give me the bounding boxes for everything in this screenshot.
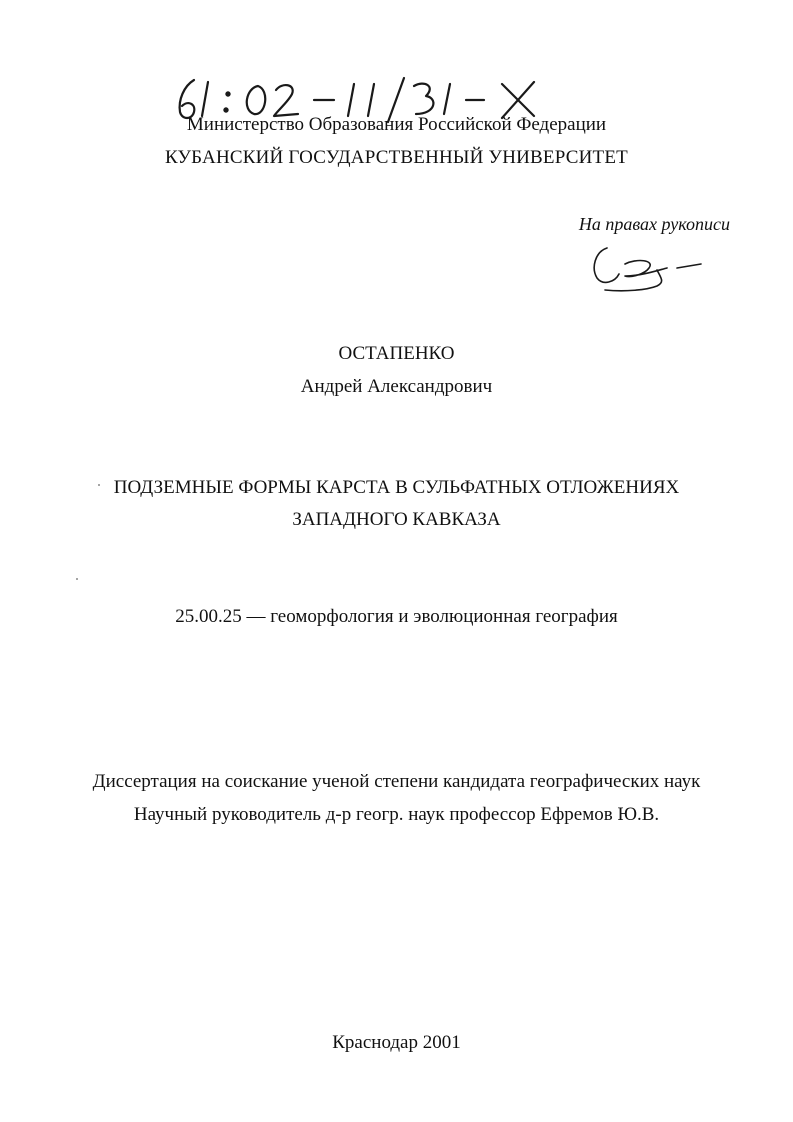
ministry-line: Министерство Образования Российской Федерации	[186, 114, 607, 135]
title-line-1: ПОДЗЕМНЫЕ ФОРМЫ КАРСТА В СУЛЬФАТНЫХ ОТЛОЖЕНИЯХ	[113, 477, 680, 498]
university-name: КУБАНСКИЙ ГОСУДАРСТВЕННЫЙ УНИВЕРСИТЕТ	[165, 147, 628, 168]
supervisor-line: Научный руководитель д-р геогр. наук профессор Ефремов Ю.В.	[133, 804, 660, 825]
place-year: Краснодар 2001	[332, 1032, 461, 1053]
specialty-line: 25.00.25 — геоморфология и эволюционная география	[175, 606, 618, 627]
title-line-2: ЗАПАДНОГО КАВКАЗА	[292, 509, 501, 530]
scan-speck	[98, 484, 100, 486]
author-surname: ОСТАПЕНКО	[338, 343, 455, 364]
degree-line: Диссертация на соискание ученой степени кандидата географических наук	[92, 771, 701, 792]
scan-speck	[76, 578, 78, 580]
manuscript-note: На правах рукописи	[578, 214, 730, 234]
signature-mark	[585, 238, 715, 298]
author-given-names: Андрей Александрович	[300, 376, 493, 397]
